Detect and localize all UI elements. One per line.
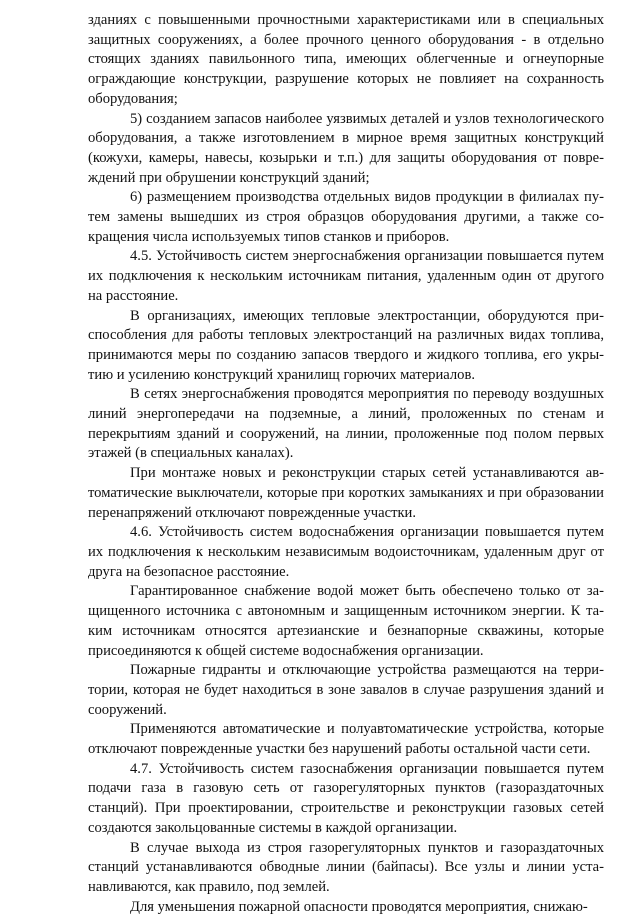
paragraph-automatic-devices: Применяются автоматические и полуавтоматические устройства, которые отключают поврежденные участки без нарушений работы остальной части сети. [88, 721, 604, 758]
paragraph-item-5: 5) созданием запасов наиболее уязвимых деталей и узлов технологического оборудования, а также изготовлением в мирное время защитных конструкций (кожухи, камеры, навесы, козырьки и т.п.) для защиты оборудования от повреждений при обрушении конструкций зданий; [88, 110, 604, 186]
paragraph-section-4-5: 4.5. Устойчивость систем энергоснабжения организации повышается путем их подключения к нескольким источникам питания, удаленным один от другого на расстояние. [88, 248, 604, 304]
paragraph-water-supply: Гарантированное снабжение водой может быть обеспечено только от защищенного источника с автономным и защищенным источником энергии. К таким источникам относятся артезианские и безнапорные скважины, которые присоединяются к общей системе водоснабжения организации. [88, 583, 604, 659]
paragraph-section-4-7: 4.7. Устойчивость систем газоснабжения организации повышается путем подачи газа в газовую сеть от газорегуляторных пунктов (газораздаточных станций). При проектировании, строительстве и реконструкции газовых сетей создаются закольцованные системы в каждой организации. [88, 760, 604, 836]
paragraph-power-lines: В сетях энергоснабжения проводятся мероприятия по переводу воздушных линий энергопередачи на подземные, а линий, проложенных по стенам и перекрытиям зданий и сооружений, на линии, проложенные под полом первых этажей (в специальных каналах). [88, 386, 604, 462]
paragraph-fire-hydrants: Пожарные гидранты и отключающие устройства размещаются на территории, которая не будет находиться в зоне завалов в случае разрушения зданий и сооружений. [88, 662, 604, 718]
paragraph-circuit-breakers: При монтаже новых и реконструкции старых сетей устанавливаются автоматические выключатели, которые при коротких замыканиях и при образовании перенапряжений отключают поврежденные участки. [88, 465, 604, 521]
paragraph-fire-hazard: Для уменьшения пожарной опасности проводятся мероприятия, снижаю- [130, 898, 588, 915]
paragraph-section-4-6: 4.6. Устойчивость систем водоснабжения организации повышается путем их подключения к нескольким независимым водоисточникам, удаленным друг от друга на безопасное расстояние. [88, 524, 604, 580]
paragraph-item-6: 6) размещением производства отдельных видов продукции в филиалах путем замены вышедших из строя образцов оборудования другими, а также сокращения числа используемых типов станков и приборов. [88, 189, 604, 245]
paragraph-continuation: зданиях с повышенными прочностными характеристиками или в специальных защитных сооружениях, а более прочного ценного оборудования - в отдельно стоящих зданиях павильонного типа, имеющих облегченные и огнеупорные ограждающие конструкции, разрушение которых не повлияет на сохранность оборудования; [88, 12, 604, 107]
paragraph-thermal-plants: В организациях, имеющих тепловые электростанции, оборудуются приспособления для работы тепловых электростанций на различных видах топлива, принимаются меры по созданию запасов твердого и жидкого топлива, его укрытию и усилению конструкций хранилищ горючих материалов. [88, 307, 604, 383]
paragraph-bypass-lines: В случае выхода из строя газорегуляторных пунктов и газораздаточных станций устанавливаются обводные линии (байпасы). Все узлы и линии устанавливаются, как правило, под землей. [88, 839, 604, 895]
